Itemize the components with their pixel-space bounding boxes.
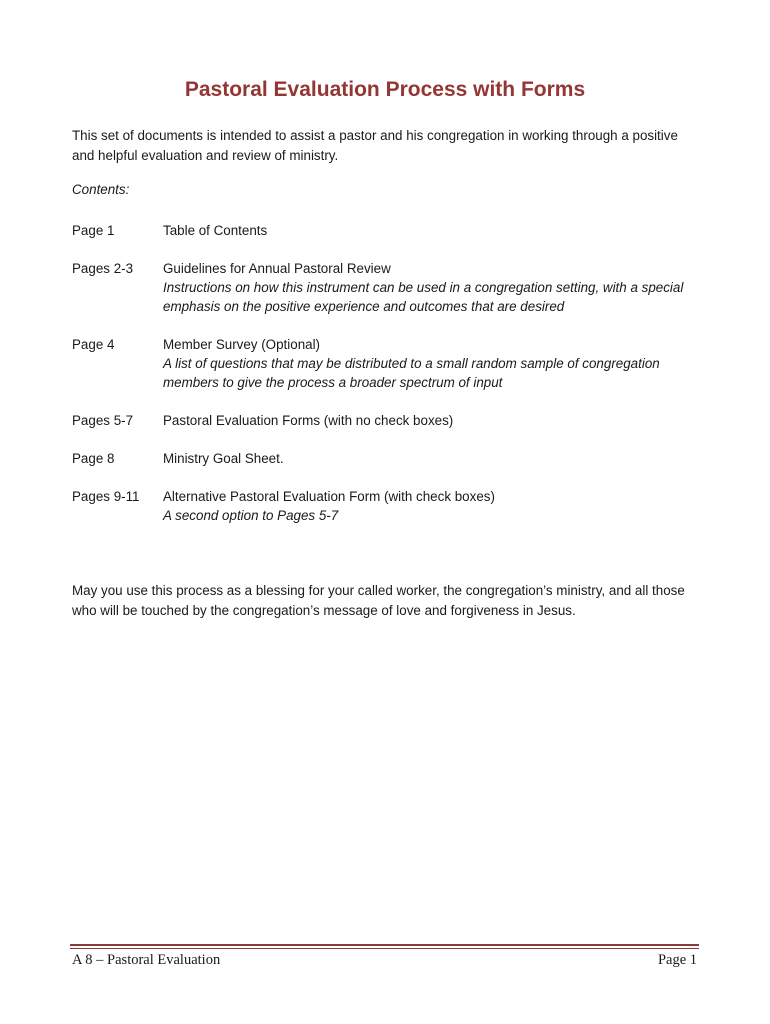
page-title: Pastoral Evaluation Process with Forms	[184, 78, 586, 101]
toc-heading: Guidelines for Annual Pastoral Review	[163, 261, 391, 276]
toc-heading: Table of Contents	[163, 223, 268, 238]
toc-page-number: Page 8	[72, 451, 115, 466]
toc-page-number: Pages 2-3	[72, 261, 134, 276]
table-of-contents	[72, 221, 712, 544]
toc-entry	[72, 221, 712, 240]
closing-paragraph: May you use this process as a blessing for your called worker, the congregation’s ministry, and all those who will be touched by the congregation’s message of love and forgiveness in Jesus.	[72, 583, 685, 618]
toc-entry-body	[163, 411, 712, 430]
toc-heading: Member Survey (Optional)	[163, 337, 321, 352]
toc-entry-body	[163, 259, 712, 316]
contents-label: Contents:	[72, 182, 130, 197]
toc-heading: Alternative Pastoral Evaluation Form (with check boxes)	[163, 489, 495, 504]
toc-page-number: Page 1	[72, 223, 115, 238]
footer-divider	[70, 944, 699, 946]
intro-paragraph: This set of documents is intended to assist a pastor and his congregation in working through a positive and helpful evaluation and review of ministry.	[72, 128, 678, 163]
footer-document-label: A 8 – Pastoral Evaluation	[72, 952, 221, 968]
toc-heading: Pastoral Evaluation Forms (with no check boxes)	[163, 413, 454, 428]
toc-heading: Ministry Goal Sheet.	[163, 451, 284, 466]
toc-entry	[72, 487, 712, 525]
toc-entry-body	[163, 487, 712, 525]
toc-entry-body	[163, 335, 712, 392]
toc-description: A list of questions that may be distributed to a small random sample of congregation members to give the process a broader spectrum of input	[163, 356, 660, 390]
toc-entry-body	[163, 221, 712, 240]
toc-page-number: Page 4	[72, 337, 115, 352]
toc-page-number: Pages 5-7	[72, 413, 134, 428]
toc-entry	[72, 335, 712, 392]
footer-divider-thin	[70, 948, 699, 949]
toc-description: Instructions on how this instrument can be used in a congregation setting, with a special emphasis on the positive experience and outcomes that are desired	[163, 280, 684, 314]
footer-page-number: Page 1	[657, 952, 697, 968]
toc-entry	[72, 411, 712, 430]
toc-description: A second option to Pages 5-7	[163, 508, 339, 523]
toc-entry-body	[163, 449, 712, 468]
toc-entry	[72, 259, 712, 316]
toc-entry	[72, 449, 712, 468]
toc-page-number: Pages 9-11	[72, 489, 140, 504]
